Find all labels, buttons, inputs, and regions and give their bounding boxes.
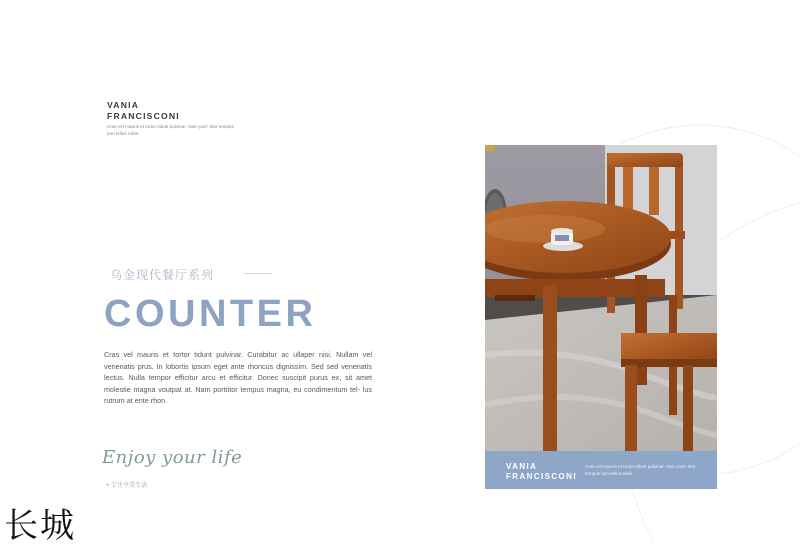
corner-label: 长城 [4, 506, 76, 546]
slogan-subtitle: + 专注享受生活 [106, 483, 148, 489]
photo-caption-bar [485, 451, 717, 489]
brand-name: VANIA FRANCISCONI [107, 100, 180, 121]
brand-block [107, 100, 237, 137]
caption-text: Cras vel mauris et tortor tidunt pulvinar. Nam port- titor tempus tum tellus tolde. [585, 464, 696, 476]
brand-tagline: Cras vel mauris et tortor tidunt pulvinar. Nam port- titor tempus tum tellus rolde. [107, 124, 234, 136]
dining-set-illustration [485, 145, 717, 451]
series-title: 乌金现代餐厅系列 [110, 268, 215, 282]
body-paragraph: Cras vel mauris et tortor tidunt pulvinar. Curabitur ac ullaper nisi. Nullam vel venenatis prus. In lobortis ipsum eget ante rhoncus dignissim. Sed sed venenatis lectus. Nulla tempor efficitur arcu et efficitur. Donec suscipit purus ex, sit amet molestie magna voutpat at. Nam porttitor tempus magna, eu condimentum tel- lus rutrum at ente rhon. [104, 350, 372, 406]
lamp-icon [485, 145, 495, 151]
series-divider [244, 273, 272, 274]
product-photo [485, 145, 717, 451]
headline: COUNTER [104, 293, 317, 335]
caption-brand-name: VANIA FRANCISCONI [506, 462, 577, 481]
script-slogan: Enjoy your life [102, 447, 243, 468]
